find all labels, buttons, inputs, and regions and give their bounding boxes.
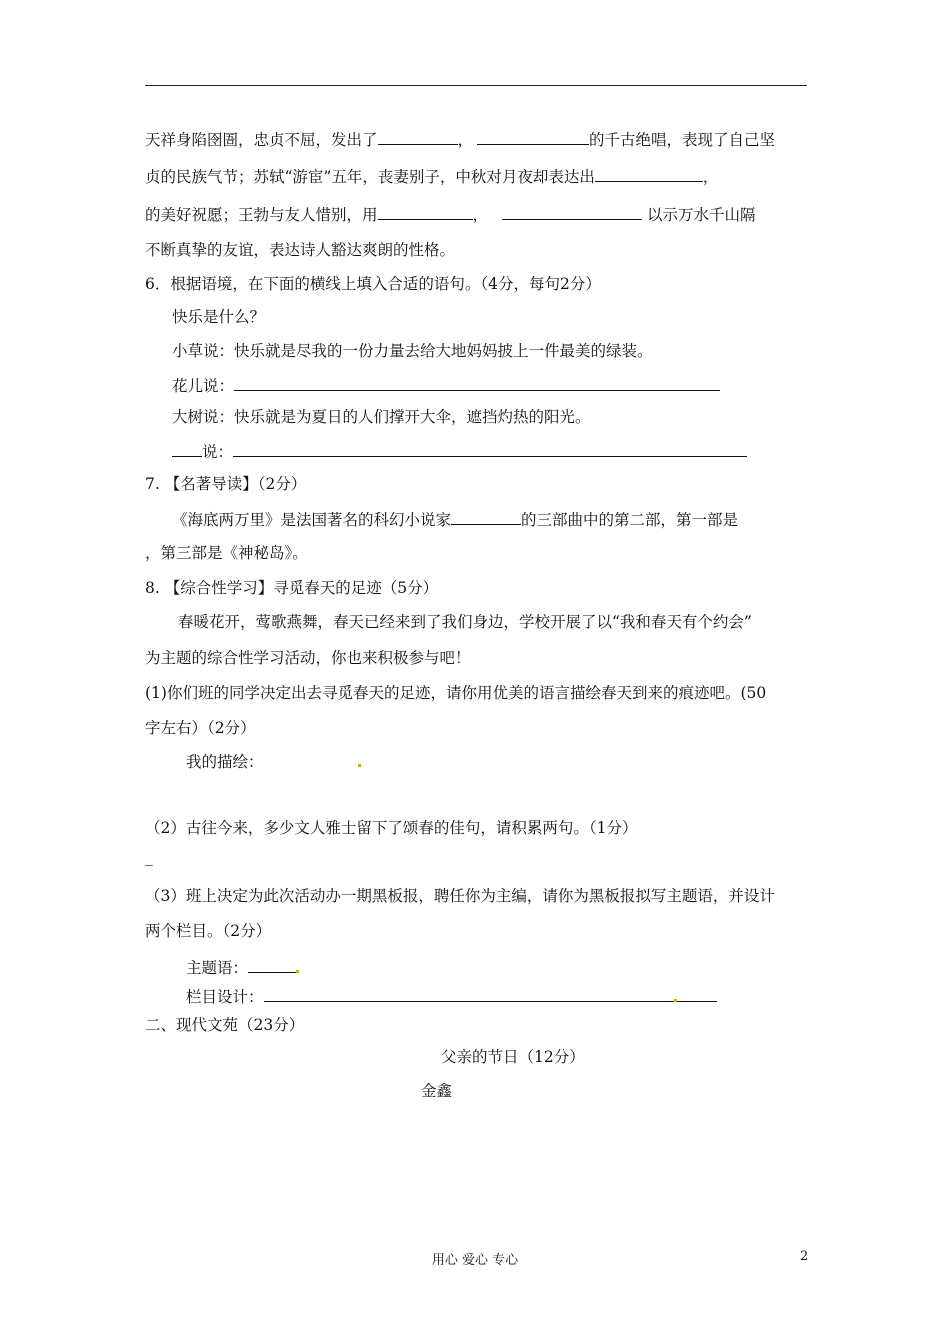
text: 我的描绘： (186, 753, 264, 771)
answer-blank[interactable] (378, 203, 473, 220)
article-author: 金鑫 (421, 1082, 453, 1100)
q6-question: 快乐是什么？ (172, 308, 266, 326)
q8-sub3-a: （3）班上决定为此次活动办一期黑板报，聘任你为主编，请你为黑板报拟写主题语，并设计 (145, 887, 775, 905)
text: 栏目设计： (186, 988, 264, 1006)
answer-blank[interactable] (677, 985, 717, 1002)
text: ， (457, 131, 474, 149)
q6-title: 6．根据语境，在下面的横线上填入合适的语句。（4分，每句2分） (145, 275, 601, 293)
text: 花儿说： (172, 377, 235, 395)
q8-sub1-c (186, 752, 361, 772)
mark-dot (358, 764, 361, 767)
p1-line-1 (145, 128, 775, 150)
answer-blank[interactable] (172, 440, 202, 457)
answer-blank[interactable] (233, 440, 747, 457)
q8-column-line (186, 985, 717, 1007)
q7-line-2: ，第三部是《神秘岛》。 (145, 544, 308, 562)
q8-sub3-b: 两个栏目。（2分） (145, 922, 272, 940)
q6-tree-line: 大树说：快乐就是为夏日的人们撑开大伞，遮挡灼热的阳光。 (172, 408, 591, 426)
header-rule (145, 85, 807, 86)
q8-sub1-a: (1)你们班的同学决定出去寻觅春天的足迹，请你用优美的语言描绘春天到来的痕迹吧。(50 (145, 684, 767, 702)
q6-flower-line (172, 374, 720, 396)
article-title: 父亲的节日（12分） (441, 1048, 585, 1066)
q8-intro-1: 春暖花开，莺歌燕舞，春天已经来到了我们身边，学校开展了以“我和春天有个约会” (178, 613, 752, 631)
q6-grass-line: 小草说：快乐就是尽我的一份力量去给大地妈妈披上一件最美的绿装。 (172, 342, 653, 360)
answer-blank[interactable] (248, 956, 296, 973)
q8-intro-2: 为主题的综合性学习活动，你也来积极参与吧！ (145, 649, 471, 667)
q8-sub1-b: 字左右）（2分） (145, 719, 256, 737)
p1-line-3 (145, 203, 755, 225)
text: 的美好祝愿；王勃与友人惜别，用 (145, 206, 378, 224)
text: ， (472, 206, 489, 224)
text: 的三部曲中的第二部，第一部是 (521, 511, 739, 529)
text: 《海底两万里》是法国著名的科幻小说家 (172, 511, 452, 529)
mark-dot (296, 970, 299, 973)
answer-blank[interactable] (264, 985, 674, 1002)
answer-blank[interactable] (595, 165, 703, 182)
p1-line-4: 不断真挚的友谊，表达诗人豁达爽朗的性格。 (145, 241, 456, 259)
q8-sub2-blank[interactable]: _ (145, 848, 153, 866)
answer-blank[interactable] (502, 203, 642, 220)
footer-motto: 用心 爱心 专心 (431, 1253, 519, 1268)
section-2-title: 二、现代文苑（23分） (145, 1016, 305, 1034)
text: ， (702, 168, 719, 186)
q8-sub2: （2）古往今来，多少文人雅士留下了颂春的佳句，请积累两句。（1分） (145, 819, 638, 837)
answer-blank[interactable] (477, 128, 589, 145)
text: 贞的民族气节；苏轼“游宦”五年，丧妻别子，中秋对月夜却表达出 (145, 168, 595, 186)
p1-line-2 (145, 165, 718, 187)
q8-theme-line (186, 956, 299, 978)
text: 天祥身陷囹圄，忠贞不屈，发出了 (145, 131, 378, 149)
q6-free-line (172, 440, 747, 462)
answer-blank[interactable] (378, 128, 458, 145)
text: 以示万水千山隔 (642, 206, 756, 224)
answer-blank[interactable] (234, 374, 720, 391)
answer-blank[interactable] (451, 508, 521, 525)
q8-title: 8. 【综合性学习】寻觅春天的足迹（5分） (145, 579, 439, 597)
page-number: 2 (800, 1249, 809, 1264)
text: 主题语： (186, 959, 249, 977)
text: 的千古绝唱，表现了自己坚 (589, 131, 776, 149)
text: 说： (202, 443, 234, 461)
q7-line-1 (172, 508, 738, 530)
q7-title: 7. 【名著导读】（2分） (145, 475, 307, 493)
